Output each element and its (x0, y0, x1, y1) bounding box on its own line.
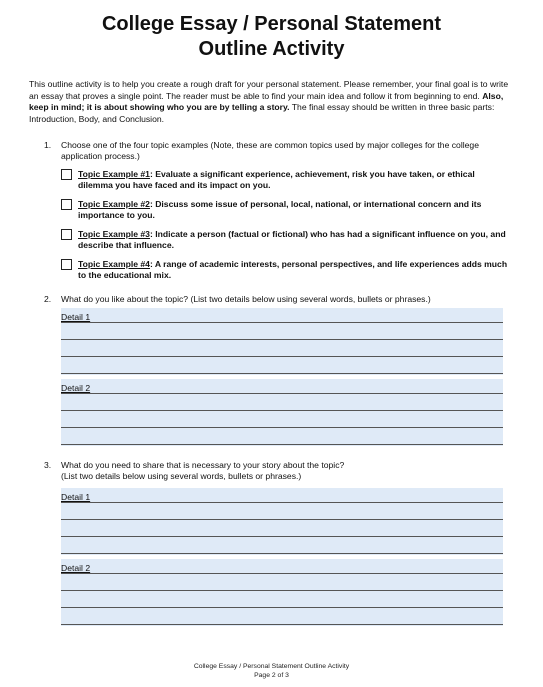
intro-paragraph (29, 79, 519, 125)
question-number: 3. (44, 460, 52, 470)
detail-label: Detail 2 (61, 383, 91, 393)
answer-line (61, 624, 503, 625)
checkbox[interactable] (61, 169, 72, 180)
answer-line (61, 373, 503, 374)
topic-option-3[interactable] (61, 229, 511, 253)
topic-option-2[interactable] (61, 199, 511, 223)
topic-text: : A range of academic interests, personal perspectives, and life experiences adds much to the educational mix. (78, 259, 508, 280)
checkbox[interactable] (61, 199, 72, 210)
answer-line (61, 590, 503, 591)
topic-text: : Indicate a person (factual or fictional) who has had a significant influence on you, and describe that influence. (78, 229, 506, 250)
detail-label: Detail 1 (61, 312, 91, 322)
answer-line (61, 444, 503, 445)
detail-1-field[interactable] (61, 488, 503, 555)
topic-label: Topic Example #2 (78, 199, 150, 209)
answer-line (61, 607, 503, 608)
question-2 (44, 294, 514, 306)
detail-2-field[interactable] (61, 379, 503, 446)
question-text (61, 460, 511, 482)
question-1 (44, 140, 514, 164)
topic-text: : Evaluate a significant experience, achievement, risk you have taken, or ethical dilemma you have faced and its impact on you. (78, 169, 475, 190)
topic-option-4[interactable] (61, 259, 511, 283)
intro-bold-text: Also, keep in mind; it is about showing who you are by telling a story. (29, 90, 504, 112)
intro-tail-text: The final essay should be written in three basic parts: Introduction, Body, and Conclusion. (29, 102, 495, 124)
checkbox[interactable] (61, 229, 72, 240)
answer-line (61, 339, 503, 340)
detail-1-field[interactable] (61, 308, 503, 375)
page-number: Page 2 of 3 (254, 672, 289, 679)
detail-label: Detail 2 (61, 563, 91, 573)
answer-line (61, 393, 503, 394)
detail-2-field[interactable] (61, 559, 503, 626)
topic-label: Topic Example #4 (78, 259, 150, 269)
detail-label: Detail 1 (61, 492, 91, 502)
answer-line (61, 427, 503, 428)
topic-text: : Discuss some issue of personal, local, national, or international concern and its importance to you. (78, 199, 482, 220)
intro-text: This outline activity is to help you create a rough draft for your personal statement. Please remember, your final goal is to write an essay that proves a single point. The reader must be able to find your main idea and follow it from beginning to end. (29, 79, 509, 101)
question-number: 2. (44, 294, 52, 304)
page-subtitle: Outline Activity (198, 38, 345, 60)
checkbox[interactable] (61, 259, 72, 270)
answer-line (61, 322, 503, 323)
footer-title: College Essay / Personal Statement Outline Activity (193, 663, 350, 670)
question-3 (44, 460, 514, 484)
question-text: Choose one of the four topic examples (Note, these are common topics used by major colleges for the college application process.) (61, 140, 479, 161)
topic-label: Topic Example #1 (78, 169, 150, 179)
page-title: College Essay / Personal Statement (101, 13, 442, 35)
answer-line (61, 536, 503, 537)
question-text-line2: (List two details below using several words, bullets or phrases.) (61, 471, 302, 481)
answer-line (61, 519, 503, 520)
answer-line (61, 410, 503, 411)
question-text: What do you like about the topic? (List two details below using several words, bullets or phrases.) (61, 294, 431, 304)
question-number: 1. (44, 140, 52, 150)
question-text-line1: What do you need to share that is necessary to your story about the topic? (61, 460, 345, 470)
answer-line (61, 356, 503, 357)
answer-line (61, 573, 503, 574)
answer-line (61, 502, 503, 503)
answer-line (61, 553, 503, 554)
topic-option-1[interactable] (61, 169, 511, 193)
topic-label: Topic Example #3 (78, 229, 150, 239)
